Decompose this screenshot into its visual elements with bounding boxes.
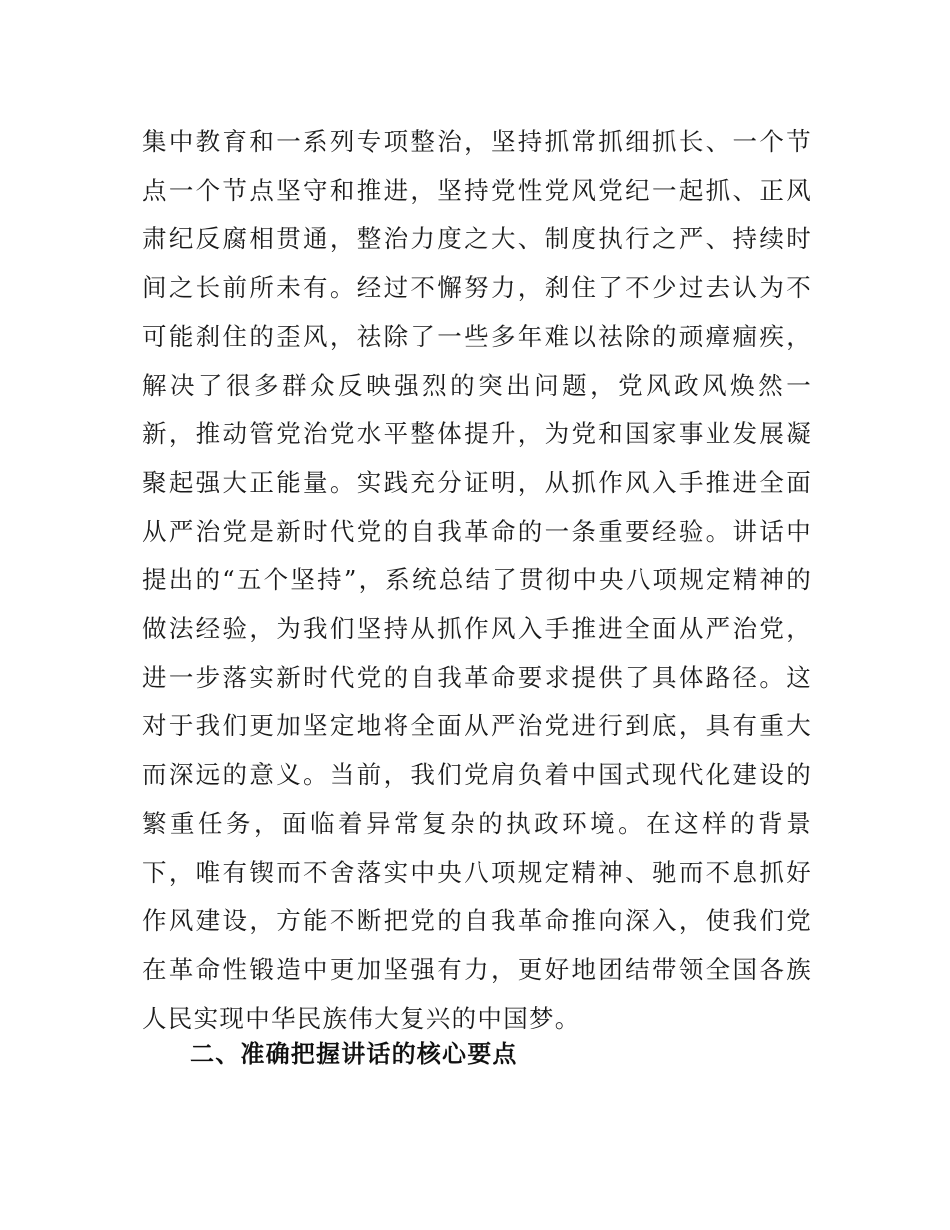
section-heading: 二、准确把握讲话的核心要点: [190, 1040, 518, 1068]
body-paragraph: 集中教育和一系列专项整治，坚持抓常抓细抓长、一个节点一个节点坚守和推进，坚持党性党风党纪一起抓、正风肃纪反腐相贯通，整治力度之大、制度执行之严、持续时间之长前所未有。经过不懈努力，刹住了不少过去认为不可能刹住的歪风，祛除了一些多年难以祛除的顽瘴痼疾，解决了很多群众反映强烈的突出问题，党风政风焕然一新，推动管党治党水平整体提升，为党和国家事业发展凝聚起强大正能量。实践充分证明，从抓作风入手推进全面从严治党是新时代党的自我革命的一条重要经验。讲话中提出的“五个坚持”，系统总结了贯彻中央八项规定精神的做法经验，为我们坚持从抓作风入手推进全面从严治党，进一步落实新时代党的自我革命要求提供了具体路径。这对于我们更加坚定地将全面从严治党进行到底，具有重大而深远的意义。当前，我们党肩负着中国式现代化建设的繁重任务，面临着异常复杂的执政环境。在这样的背景下，唯有锲而不舍落实中央八项规定精神、驰而不息抓好作风建设，方能不断把党的自我革命推向深入，使我们党在革命性锻造中更加坚强有力，更好地团结带领全国各族人民实现中华民族伟大复兴的中国梦。: [142, 127, 812, 1033]
